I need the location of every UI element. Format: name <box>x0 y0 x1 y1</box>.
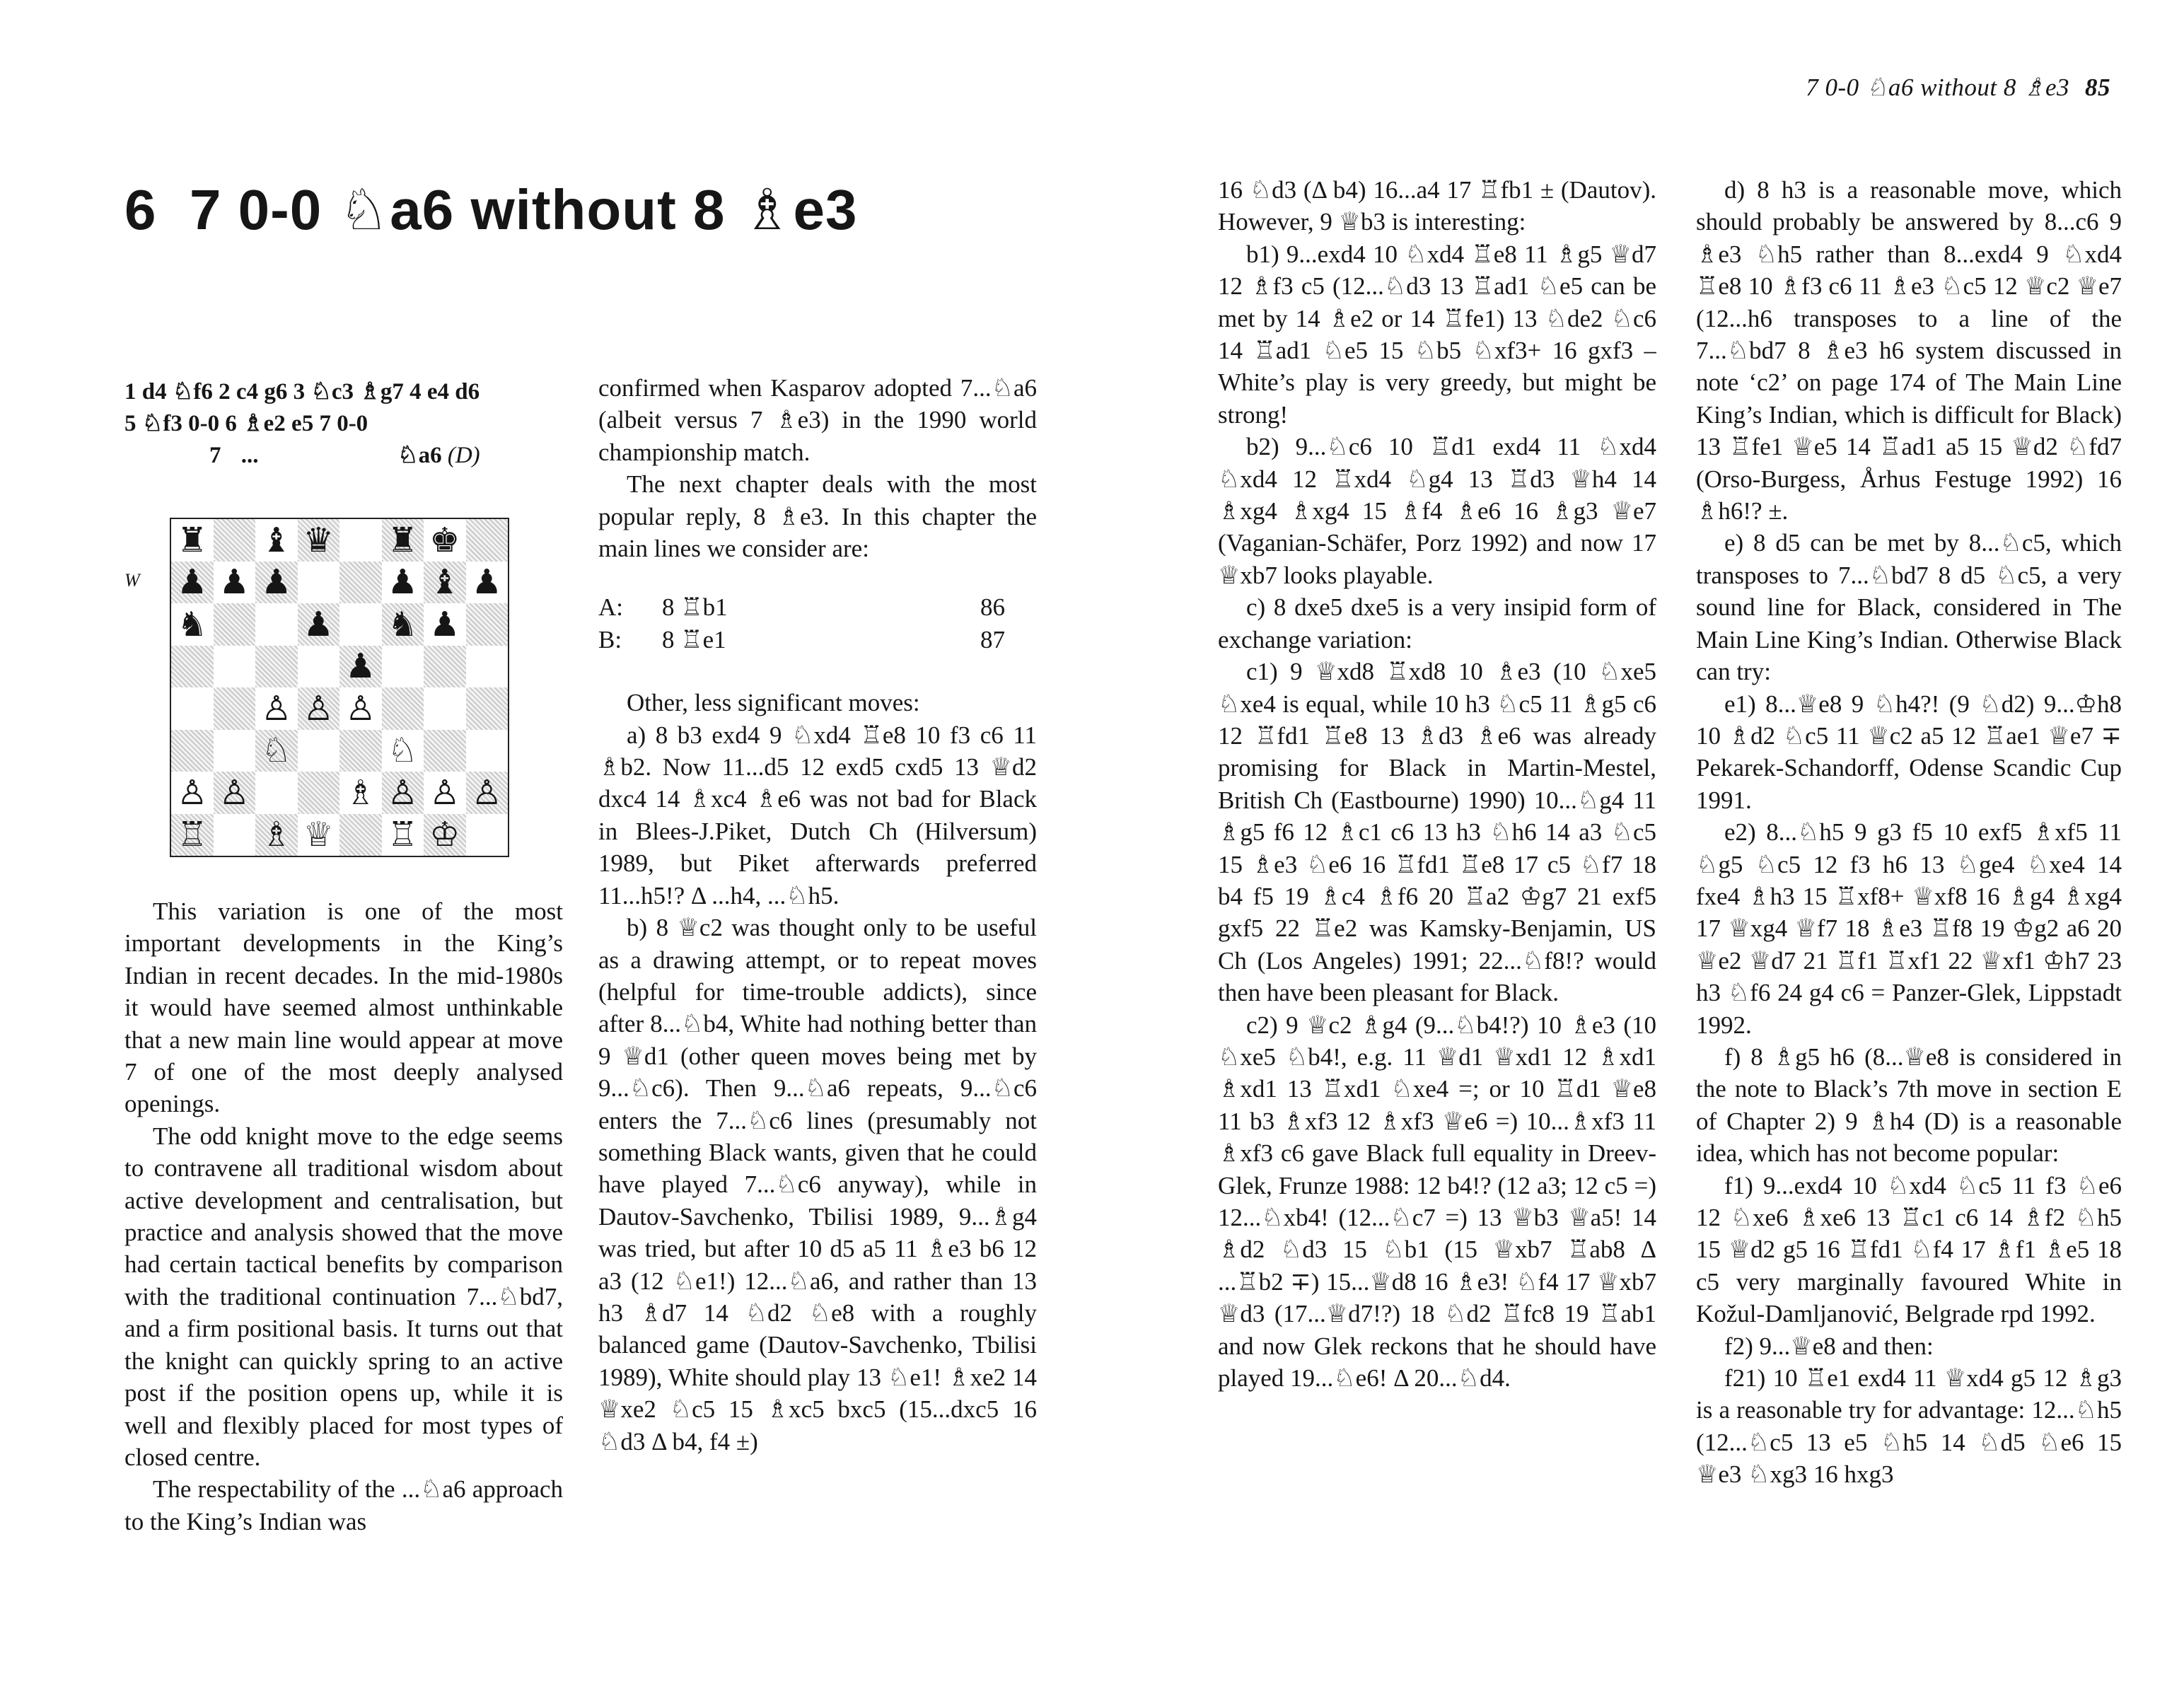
main-line-1: 1 d4 ♘f6 2 c4 g6 3 ♘c3 ♗g7 4 e4 d6 <box>124 379 480 405</box>
col3-paragraph-5: c1) 9 ♕xd8 ♖xd8 10 ♗e3 (10 ♘xe5 ♘xe4 is equal, while 10 h3 ♘c5 11 ♗g5 c6 12 ♖fd1 ♖e8 13 ♗d3 ♗e6 was already promising for Black in Martin-Mestel, British Ch (Eastbourne) 1990) 10...♘g4 11 ♗g5 f6 12 ♗c1 c6 13 h3 ♘h6 14 a3 ♘c5 15 ♗e3 ♘e6 16 ♖fd1 ♖e8 17 c5 ♘f7 18 b4 f5 19 ♗c4 ♗f6 20 ♖a2 ♔g7 21 exf5 gxf5 22 ♖e2 was Kamsky-Benjamin, US Ch (Los Angeles) 1991; 22...♘f8!? would then have been pleasant for Black. <box>1218 658 1656 1007</box>
table-label-a: A: <box>598 593 623 622</box>
square-a7: ♟ <box>171 562 214 604</box>
square-g7: ♝ <box>424 562 466 604</box>
chess-diagram <box>170 518 509 857</box>
square-a6: ♞ <box>171 603 214 646</box>
square-g6: ♟ <box>424 603 466 646</box>
square-e6 <box>339 603 382 646</box>
square-b5 <box>214 646 256 688</box>
square-h7: ♟ <box>466 562 509 604</box>
col1-paragraph-3: The respectability of the ...♘a6 approach to the King’s Indian was <box>124 1475 563 1535</box>
square-c4: ♙ <box>255 687 298 730</box>
square-f7: ♟ <box>382 562 424 604</box>
square-g2: ♙ <box>424 772 466 814</box>
square-f8: ♜ <box>382 519 424 562</box>
square-e3 <box>339 730 382 772</box>
square-f4 <box>382 687 424 730</box>
square-c6 <box>255 603 298 646</box>
square-b3 <box>214 730 256 772</box>
square-h3 <box>466 730 509 772</box>
column-4 <box>1696 174 2122 1491</box>
square-f2: ♙ <box>382 772 424 814</box>
square-h1 <box>466 814 509 856</box>
col4-paragraph-7: f2) 9...♕e8 and then: <box>1724 1332 1934 1360</box>
square-a1: ♖ <box>171 814 214 856</box>
square-c7: ♟ <box>255 562 298 604</box>
square-d8: ♛ <box>298 519 340 562</box>
square-a2: ♙ <box>171 772 214 814</box>
col4-paragraph-4: e2) 8...♘h5 9 g3 f5 10 exf5 ♗xf5 11 ♘g5 ♘c5 12 f3 h6 13 ♘ge4 ♘xe4 14 fxe4 ♗h3 15 ♖xf8+ ♕xf8 16 ♗g4 ♗xg4 17 ♕xg4 ♕f7 18 ♗e3 ♖f8 19 ♔g2 a6 20 ♕e2 ♕d7 21 ♖f1 ♖xf1 22 ♕xf1 ♔h7 23 h3 ♘f6 24 g4 c6 = Panzer-Glek, Lippstadt 1992. <box>1696 818 2122 1039</box>
square-e2: ♗ <box>339 772 382 814</box>
table-move-b: 8 ♖e1 <box>662 625 726 653</box>
col3-paragraph-3: b2) 9...♘c6 10 ♖d1 exd4 11 ♘xd4 ♘xd4 12 ♖xd4 ♘g4 13 ♖d3 ♕h4 14 ♗xg4 ♗xg4 15 ♗f4 ♗e6 16 ♗g3 ♕e7 (Vaganian-Schäfer, Porz 1992) and now 17 ♕xb7 looks playable. <box>1218 433 1656 589</box>
col2-paragraph-4: a) 8 b3 exd4 9 ♘xd4 ♖e8 10 f3 c6 11 ♗b2. Now 11...d5 12 exd5 cxd5 13 ♕d2 dxc4 14 ♗xc4 ♗e6 was not bad for Black in Blees-J.Piket, Dutch Ch (Hilversum) 1989, but Piket afterwards preferred 11...h5!? Δ ...h4, ...♘h5. <box>598 721 1037 909</box>
table-move-a: 8 ♖b1 <box>662 593 728 622</box>
page-number: 85 <box>2085 74 2110 101</box>
running-head-text: 7 0-0 ♘a6 without 8 ♗e3 <box>1806 74 2069 101</box>
square-b7: ♟ <box>214 562 256 604</box>
main-line-moves <box>124 376 521 472</box>
square-b2: ♙ <box>214 772 256 814</box>
square-b4 <box>214 687 256 730</box>
square-e4: ♙ <box>339 687 382 730</box>
side-to-move-label: W <box>124 570 140 591</box>
table-label-b: B: <box>598 625 622 653</box>
column-2 <box>598 372 1037 1458</box>
square-c1: ♗ <box>255 814 298 856</box>
square-h2: ♙ <box>466 772 509 814</box>
square-g1: ♔ <box>424 814 466 856</box>
col4-paragraph-6: f1) 9...exd4 10 ♘xd4 ♘c5 11 f3 ♘e6 12 ♘xe6 ♗xe6 13 ♖c1 c6 14 ♗f2 ♘h5 15 ♕d2 g5 16 ♖fd1 ♘f4 17 ♗f1 ♗e5 18 c5 very marginally favoured White in Kožul-Damljanović, Belgrade rpd 1992. <box>1696 1171 2122 1328</box>
square-g5 <box>424 646 466 688</box>
square-c2 <box>255 772 298 814</box>
column-1 <box>124 895 563 1538</box>
square-f5 <box>382 646 424 688</box>
square-d7 <box>298 562 340 604</box>
col1-paragraph-1: This variation is one of the most important developments in the King’s Indian in recent decades. In the mid-1980s it would have seemed almost unthinkable that a new main line would appear at move 7 of one of the most deeply analysed openings. <box>124 897 563 1118</box>
square-b1 <box>214 814 256 856</box>
square-h8 <box>466 519 509 562</box>
square-a4 <box>171 687 214 730</box>
square-d4: ♙ <box>298 687 340 730</box>
square-c5 <box>255 646 298 688</box>
square-d1: ♕ <box>298 814 340 856</box>
col2-paragraph-2: The next chapter deals with the most popular reply, 8 ♗e3. In this chapter the main lines we consider are: <box>598 470 1037 563</box>
col3-paragraph-2: b1) 9...exd4 10 ♘xd4 ♖e8 11 ♗g5 ♕d7 12 ♗f3 c5 (12...♘d3 13 ♖ad1 ♘e5 can be met by 14 ♗e2 or 14 ♖fe1) 13 ♘de2 ♘c6 14 ♖ad1 ♘e5 15 ♘b5 ♘xf3+ 16 gxf3 – White’s play is very greedy, but might be strong! <box>1218 240 1656 429</box>
col4-paragraph-5: f) 8 ♗g5 h6 (8...♕e8 is considered in the note to Black’s 7th move in section E of Chapter 2) 9 ♗h4 (D) is a reasonable idea, which has not become popular: <box>1696 1042 2122 1168</box>
square-h5 <box>466 646 509 688</box>
square-a8: ♜ <box>171 519 214 562</box>
square-d2 <box>298 772 340 814</box>
col3-paragraph-4: c) 8 dxe5 dxe5 is a very insipid form of exchange variation: <box>1218 593 1656 653</box>
col2-paragraph-5: b) 8 ♕c2 was thought only to be useful as a drawing attempt, or to repeat moves (helpful for time-trouble addicts), since after 8...♘b4, White had nothing better than 9 ♕d1 (other queen moves being met by 9...♘c6). Then 9...♘a6 repeats, 9...♘c6 enters the 7...♘c6 lines (presumably not something Black wants, given that he could have played 7...♘c6 anyway), while in Dautov-Savchenko, Tbilisi 1989, 9...♗g4 was tried, but after 10 d5 a5 11 ♗e3 b6 12 a3 (12 ♘e1!) 12...♘a6, and rather than 13 h3 ♗d7 14 ♘d2 ♘e8 with a roughly balanced game (Dautov-Savchenko, Tbilisi 1989), White should play 13 ♘e1! ♗xe2 14 ♕xe2 ♘c5 15 ♗xc5 bxc5 (15...dxc5 16 ♘d3 Δ b4, f4 ±) <box>598 914 1037 1455</box>
square-b8 <box>214 519 256 562</box>
square-f3: ♘ <box>382 730 424 772</box>
main-line-diagram-tag: (D) <box>447 443 480 468</box>
col1-paragraph-2: The odd knight move to the edge seems to contravene all traditional wisdom about active development and centralisation, but practice and analysis showed that the move had certain tactical benefits by comparison with the traditional continuation 7...♘bd7, and a firm positional basis. It turns out that the knight can quickly spring to an active post if the position opens up, while it is well and flexibly placed for most types of closed centre. <box>124 1122 563 1471</box>
square-c3: ♘ <box>255 730 298 772</box>
square-g4 <box>424 687 466 730</box>
col4-paragraph-2: e) 8 d5 can be met by 8...♘c5, which transposes to 7...♘bd7 8 d5 ♘c5, a very sound line for Black, considered in The Main Line King’s Indian. Otherwise Black can try: <box>1696 529 2122 686</box>
square-a3 <box>171 730 214 772</box>
col3-paragraph-6: c2) 9 ♕c2 ♗g4 (9...♘b4!?) 10 ♗e3 (10 ♘xe5 ♘b4!, e.g. 11 ♕d1 ♕xd1 12 ♗xd1 ♗xd1 13 ♖xd1 ♘xe4 =; or 10 ♖d1 ♕e8 11 b3 ♗xf3 12 ♗xf3 ♕e6 =) 10...♗xf3 11 ♗xf3 c6 gave Black full equality in Dreev-Glek, Frunze 1988: 12 b4!? (12 a3; 12 c5 =) 12...♘xb4! (12...♘c7 =) 13 ♕b3 ♕a5! 14 ♗d2 ♘d3 15 ♘b1 (15 ♕xb7 ♖ab8 Δ ...♖b2 ∓) 15...♕d8 16 ♗e3! ♘f4 17 ♕xb7 ♕d3 (17...♕d7!?) 18 ♘d2 ♖fc8 19 ♖ab1 and now Glek reckons that he should have played 19...♘e6! Δ 20...♘d4. <box>1218 1011 1656 1393</box>
square-e7 <box>339 562 382 604</box>
table-page-a: 86 <box>980 593 1005 622</box>
column-3 <box>1218 174 1656 1394</box>
square-d6: ♟ <box>298 603 340 646</box>
square-h6 <box>466 603 509 646</box>
main-line-move-no: 7 <box>209 443 221 468</box>
square-c8: ♝ <box>255 519 298 562</box>
square-a5 <box>171 646 214 688</box>
square-d3 <box>298 730 340 772</box>
main-line-2: 5 ♘f3 0-0 6 ♗e2 e5 7 0-0 <box>124 411 368 436</box>
col4-paragraph-8: f21) 10 ♖e1 exd4 11 ♕xd4 g5 12 ♗g3 is a reasonable try for advantage: 12...♘h5 (12...♘c5 13 e5 ♘h5 14 ♘d5 ♘e6 15 ♕e3 ♘xg3 16 hxg3 <box>1696 1364 2122 1489</box>
col2-paragraph-3: Other, less significant moves: <box>627 689 920 717</box>
chapter-title <box>124 177 857 243</box>
chapter-number: 6 <box>124 178 157 241</box>
col4-paragraph-1: d) 8 h3 is a reasonable move, which should probably be answered by 8...c6 9 ♗e3 ♘h5 rather than 8...exd4 9 ♘xd4 ♖e8 10 ♗f3 c6 11 ♗e3 ♘c5 12 ♕c2 ♕e7 (12...h6 transposes to a line of the 7...♘bd7 8 ♗e3 h6 system discussed in note ‘c2’ on page 174 of The Main Line King’s Indian, which is difficult for Black) 13 ♖fe1 ♕e5 14 ♖ad1 a5 15 ♕d2 ♘fd7 (Orso-Burgess, Århus Festuge 1992) 16 ♗h6!? ±. <box>1696 176 2122 525</box>
col4-paragraph-3: e1) 8...♕e8 9 ♘h4?! (9 ♘d2) 9...♔h8 10 ♗d2 ♘c5 11 ♕c2 a5 12 ♖ae1 ♕e7 ∓ Pekarek-Schandorff, Odense Scandic Cup 1991. <box>1696 690 2122 814</box>
square-e1 <box>339 814 382 856</box>
table-page-b: 87 <box>980 625 1005 653</box>
col3-paragraph-1: 16 ♘d3 (Δ b4) 16...a4 17 ♖fb1 ± (Dautov). However, 9 ♕b3 is interesting: <box>1218 176 1656 236</box>
main-line-dots: ... <box>240 443 259 468</box>
running-head <box>1806 74 2110 102</box>
square-h4 <box>466 687 509 730</box>
chapter-title-text: 7 0-0 ♘a6 without 8 ♗e3 <box>189 178 858 241</box>
variation-table <box>598 591 1037 656</box>
square-g3 <box>424 730 466 772</box>
square-f1: ♖ <box>382 814 424 856</box>
col2-paragraph-1: confirmed when Kasparov adopted 7...♘a6 (albeit versus 7 ♗e3) in the 1990 world championship match. <box>598 374 1037 466</box>
main-line-black-move: ♘a6 <box>397 443 442 468</box>
square-d5 <box>298 646 340 688</box>
square-e5: ♟ <box>339 646 382 688</box>
square-g8: ♚ <box>424 519 466 562</box>
square-e8 <box>339 519 382 562</box>
square-b6 <box>214 603 256 646</box>
square-f6: ♞ <box>382 603 424 646</box>
